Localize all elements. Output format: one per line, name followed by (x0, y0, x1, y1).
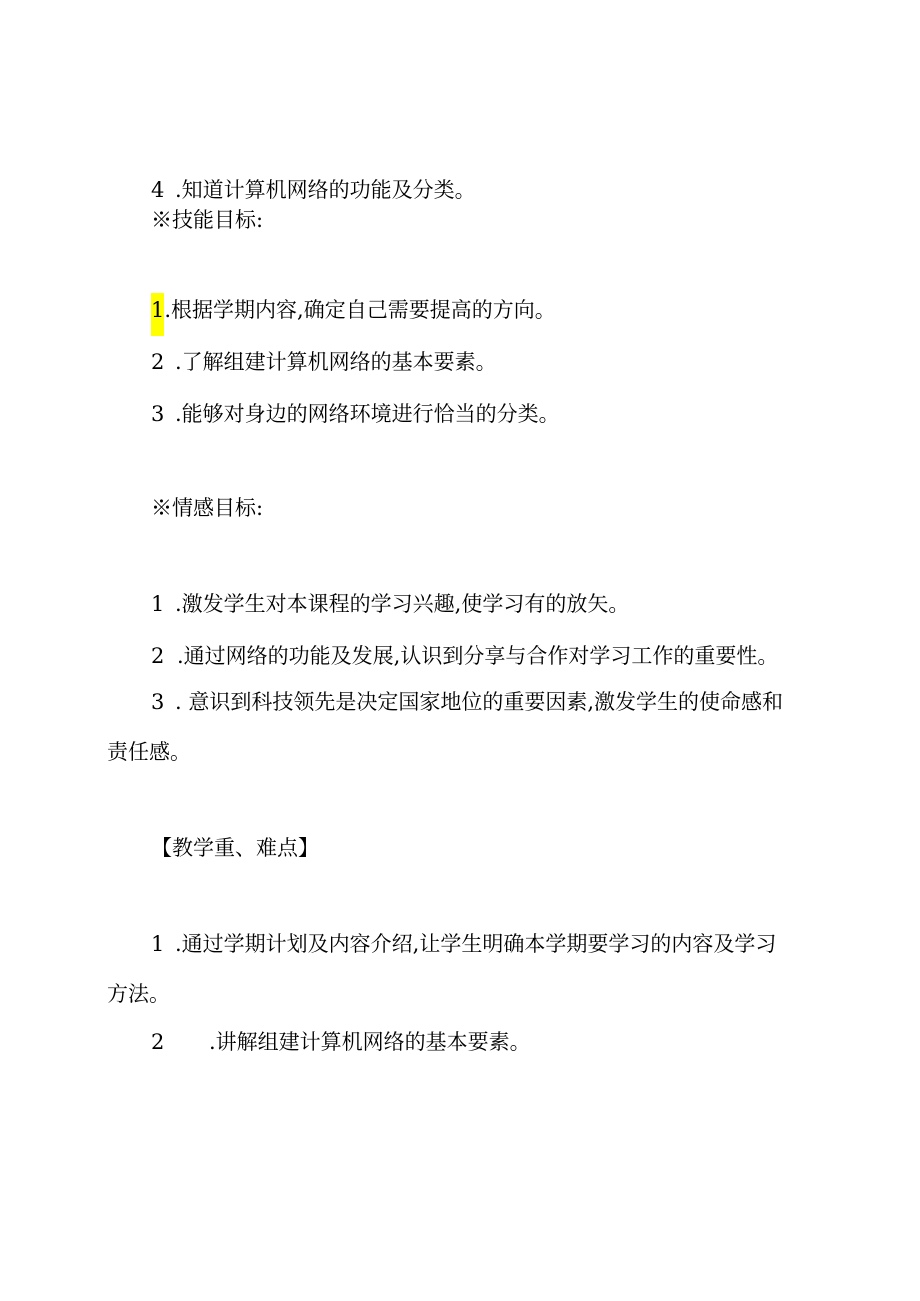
skill-goal-item-3 (151, 400, 560, 428)
key-point-item-1-continuation: 方法。 (107, 982, 170, 1006)
emotion-goal-item-3 (151, 688, 783, 716)
key-point-item-2 (151, 1028, 531, 1056)
item-number: 4 (151, 178, 165, 202)
item-text: .讲解组建计算机网络的基本要素。 (209, 1030, 531, 1054)
item-text: .通过网络的功能及发展,认识到分享与合作对学习工作的重要性。 (177, 644, 779, 668)
item-number: 3 (151, 690, 165, 714)
skill-goal-item-1 (151, 296, 556, 324)
emotion-goal-item-2 (151, 642, 778, 670)
item-text: .了解组建计算机网络的基本要素。 (175, 350, 497, 374)
skill-goals-heading: ※技能目标: (151, 208, 264, 232)
item-number: 1 (151, 592, 165, 616)
key-points-heading: 【教学重、难点】 (151, 836, 319, 860)
item-number: 1 (151, 932, 165, 956)
emotion-goals-heading: ※情感目标: (151, 496, 264, 520)
emotion-goal-item-3-continuation: 责任感。 (107, 740, 191, 764)
item-text: .根据学期内容,确定自己需要提高的方向。 (164, 298, 556, 322)
item-number: 2 (151, 644, 165, 668)
knowledge-goal-item-4 (151, 176, 476, 204)
item-text: .激发学生对本课程的学习兴趣,使学习有的放矢。 (175, 592, 630, 616)
item-text: .通过学期计划及内容介绍,让学生明确本学期要学习的内容及学习 (175, 932, 777, 956)
item-number: 2 (151, 350, 165, 374)
highlighted-number: 1 (151, 293, 164, 336)
item-number: 2 (151, 1030, 165, 1054)
skill-goal-item-2 (151, 348, 497, 376)
key-point-item-1 (151, 930, 776, 958)
item-text: .知道计算机网络的功能及分类。 (175, 178, 476, 202)
emotion-goal-item-1 (151, 590, 629, 618)
item-number: 3 (151, 402, 165, 426)
item-text: .能够对身边的网络环境进行恰当的分类。 (175, 402, 560, 426)
item-text: . 意识到科技领先是决定国家地位的重要因素,激发学生的使命感和 (175, 690, 784, 714)
